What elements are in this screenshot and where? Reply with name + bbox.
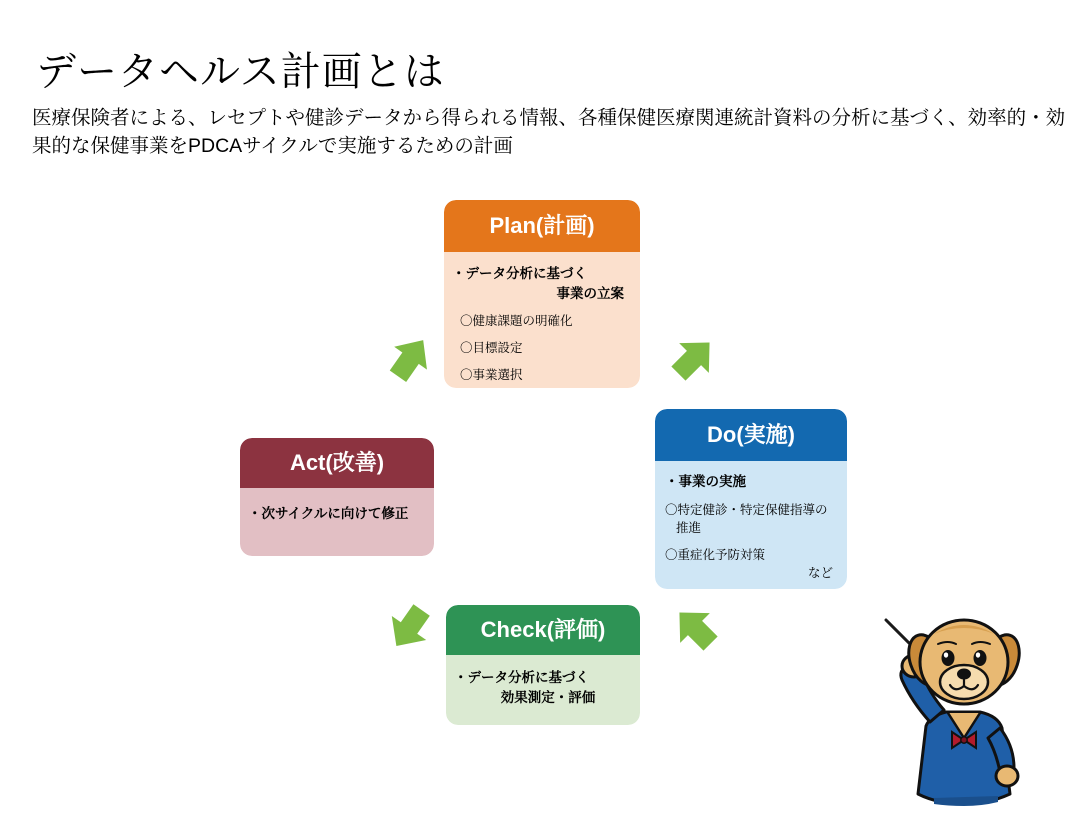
pdca-plan-lead-cont: 事業の立案 — [556, 285, 624, 301]
pdca-card-do-header: Do(実施) — [655, 409, 847, 461]
pdca-do-item-text: 〇重症化予防対策 — [665, 547, 766, 562]
pdca-do-item-text: 〇特定健診・特定保健指導の — [665, 502, 828, 517]
pdca-card-act-body: ・次サイクルに向けて修正 — [240, 488, 434, 556]
arrow-plan-to-do-icon — [663, 332, 725, 384]
pdca-plan-lead — [452, 264, 630, 303]
arrow-act-to-plan-icon — [381, 334, 439, 384]
pdca-do-item-cont: 推進 — [676, 520, 702, 535]
pdca-card-plan-body — [444, 252, 640, 388]
arrow-check-to-act-icon — [379, 602, 439, 654]
pdca-card-act[interactable] — [240, 438, 434, 556]
pdca-plan-item: 〇健康課題の明確化 — [460, 314, 573, 329]
pdca-plan-lead-text: ・データ分析に基づく — [452, 266, 587, 281]
pdca-card-plan[interactable] — [444, 200, 640, 388]
pdca-do-item — [665, 501, 837, 537]
pdca-card-do-body — [655, 461, 847, 589]
pdca-card-act-header: Act(改善) — [240, 438, 434, 488]
pdca-plan-item: 〇事業選択 — [460, 368, 523, 383]
pdca-card-plan-header: Plan(計画) — [444, 200, 640, 252]
pdca-plan-item: 〇目標設定 — [460, 341, 523, 356]
pdca-do-lead: ・事業の実施 — [665, 474, 746, 489]
page-subtitle: 医療保険者による、レセプトや健診データから得られる情報、各種保健医療関連統計資料の分析に基づく、効率的・効果的な保健事業をPDCAサイクルで実施するための計画 — [32, 107, 1066, 158]
pdca-do-note: など — [807, 565, 833, 580]
pdca-card-check-header: Check(評価) — [446, 605, 640, 655]
pdca-card-do[interactable] — [655, 409, 847, 589]
pdca-card-check[interactable] — [446, 605, 640, 725]
pdca-do-item — [665, 546, 837, 564]
pdca-card-check-body — [446, 655, 640, 725]
pdca-check-lead-cont: 効果測定・評価 — [500, 689, 596, 705]
page-title: データヘルス計画とは — [36, 50, 445, 94]
dog-mascot-with-pointer-icon — [868, 598, 1058, 808]
pdca-check-lead: ・データ分析に基づく — [454, 670, 589, 685]
arrow-do-to-check-icon — [665, 602, 725, 654]
